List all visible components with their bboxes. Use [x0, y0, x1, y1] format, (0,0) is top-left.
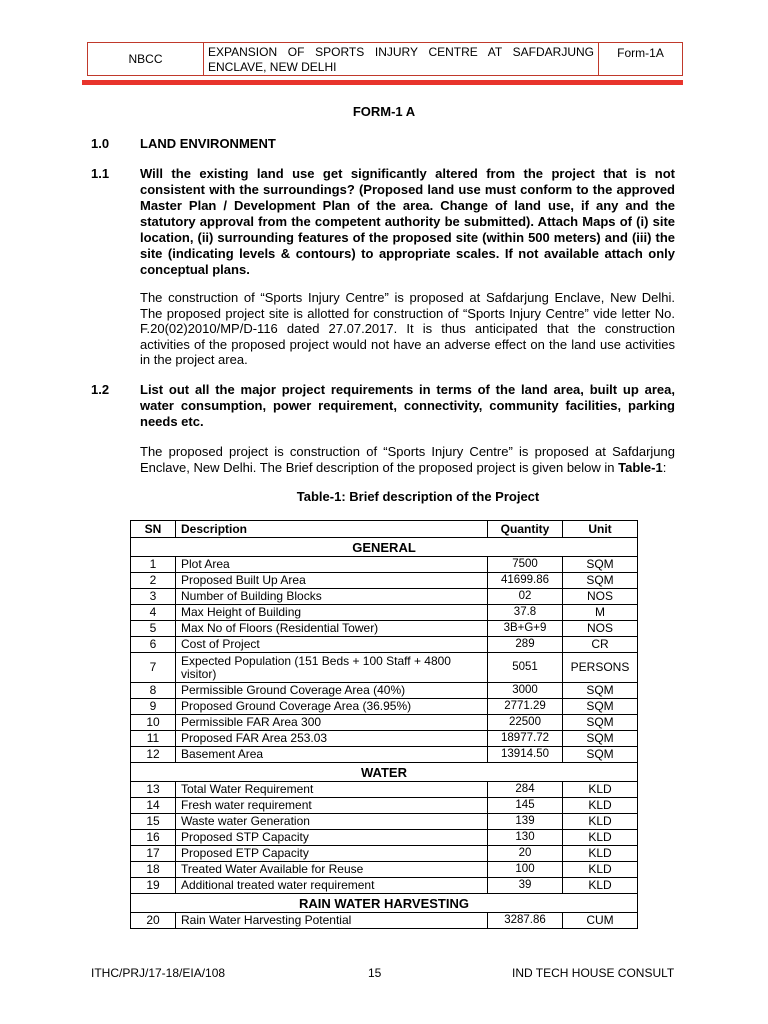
cell-description: Total Water Requirement [176, 782, 488, 798]
cell-unit: SQM [563, 747, 638, 763]
cell-unit: KLD [563, 830, 638, 846]
cell-sn: 16 [131, 830, 176, 846]
cell-unit: KLD [563, 782, 638, 798]
footer-doc-ref: ITHC/PRJ/17-18/EIA/108 [91, 966, 226, 980]
table-row [131, 814, 638, 830]
cell-quantity: 3B+G+9 [488, 621, 563, 637]
cell-description: Waste water Generation [176, 814, 488, 830]
cell-sn: 4 [131, 605, 176, 621]
q1-answer: The construction of “Sports Injury Centre” is proposed at Safdarjung Enclave, New Delhi. The proposed project site is allotted for construction of “Sports Injury Centre” vide letter No. F.20(02)2010/MP/D-116 dated 27.07.2017. It is thus anticipated that the construction activities of the proposed project would not have an adverse effect on the land use activities in the project area. [140, 290, 675, 367]
cell-unit: CUM [563, 913, 638, 929]
cell-description: Max No of Floors (Residential Tower) [176, 621, 488, 637]
cell-description: Max Height of Building [176, 605, 488, 621]
table-row [131, 683, 638, 699]
cell-sn: 1 [131, 557, 176, 573]
table-group-label: GENERAL [131, 538, 638, 557]
cell-sn: 7 [131, 653, 176, 683]
table-row [131, 913, 638, 929]
cell-quantity: 5051 [488, 653, 563, 683]
header-sn: SN [131, 521, 176, 538]
cell-quantity: 20 [488, 846, 563, 862]
table-row [131, 621, 638, 637]
table-row [131, 573, 638, 589]
cell-unit: SQM [563, 731, 638, 747]
cell-description: Plot Area [176, 557, 488, 573]
cell-quantity: 284 [488, 782, 563, 798]
header-description: Description [176, 521, 488, 538]
q2-answer-table-ref: Table-1 [618, 459, 663, 475]
cell-description: Treated Water Available for Reuse [176, 862, 488, 878]
footer-page-number: 15 [368, 966, 382, 980]
cell-sn: 15 [131, 814, 176, 830]
table-row [131, 798, 638, 814]
cell-sn: 5 [131, 621, 176, 637]
cell-quantity: 18977.72 [488, 731, 563, 747]
cell-sn: 14 [131, 798, 176, 814]
cell-sn: 8 [131, 683, 176, 699]
q2-answer-text: The proposed project is construction of “Sports Injury Centre” is proposed at Safdarjung Enclave, New Delhi. The Brief description of the proposed project is given below in [140, 444, 675, 475]
q2-answer-colon: : [662, 459, 667, 475]
q2-question: List out all the major project requirements in terms of the land area, built up area, water consumption, power requirement, connectivity, community facilities, parking needs etc. [140, 382, 675, 429]
cell-quantity: 39 [488, 878, 563, 894]
cell-description: Proposed ETP Capacity [176, 846, 488, 862]
cell-unit: NOS [563, 589, 638, 605]
header-unit: Unit [563, 521, 638, 538]
cell-unit: KLD [563, 798, 638, 814]
project-description-table [130, 520, 638, 929]
cell-quantity: 3287.86 [488, 913, 563, 929]
header-accent-bar [82, 80, 683, 85]
cell-description: Permissible Ground Coverage Area (40%) [176, 683, 488, 699]
cell-description: Number of Building Blocks [176, 589, 488, 605]
table-row [131, 731, 638, 747]
cell-unit: PERSONS [563, 653, 638, 683]
table-row [131, 747, 638, 763]
table-row [131, 878, 638, 894]
cell-unit: SQM [563, 557, 638, 573]
cell-sn: 18 [131, 862, 176, 878]
section-number: 1.0 [91, 136, 110, 151]
header-quantity: Quantity [488, 521, 563, 538]
cell-quantity: 145 [488, 798, 563, 814]
cell-unit: SQM [563, 715, 638, 731]
cell-description: Proposed FAR Area 253.03 [176, 731, 488, 747]
cell-description: Expected Population (151 Beds + 100 Staff + 4800 visitor) [176, 653, 488, 683]
cell-sn: 2 [131, 573, 176, 589]
q1-number: 1.1 [91, 166, 110, 181]
cell-unit: KLD [563, 878, 638, 894]
cell-sn: 19 [131, 878, 176, 894]
table-row [131, 653, 638, 683]
cell-unit: KLD [563, 862, 638, 878]
q2-answer [140, 444, 675, 475]
table-header-row [131, 521, 638, 538]
cell-quantity: 37.8 [488, 605, 563, 621]
cell-sn: 3 [131, 589, 176, 605]
cell-description: Additional treated water requirement [176, 878, 488, 894]
cell-unit: CR [563, 637, 638, 653]
cell-description: Fresh water requirement [176, 798, 488, 814]
table-group-label: WATER [131, 763, 638, 782]
q2-number: 1.2 [91, 382, 110, 397]
cell-unit: SQM [563, 573, 638, 589]
cell-description: Basement Area [176, 747, 488, 763]
cell-sn: 11 [131, 731, 176, 747]
cell-description: Permissible FAR Area 300 [176, 715, 488, 731]
document-header [87, 42, 683, 76]
q1-question: Will the existing land use get significantly altered from the project that is not consistent with the surroundings? (Proposed land use must conform to the approved Master Plan / Development Plan of the area. Change of land use, if any and the statutory approval from the competent authority be submitted). Attach Maps of (i) site location, (ii) surrounding features of the proposed site (within 500 meters) and (iii) the site (indicating levels & contours) to appropriate scales. If not available attach only conceptual plans. [140, 166, 675, 277]
cell-sn: 6 [131, 637, 176, 653]
header-form-label: Form-1A [617, 46, 664, 60]
table-row [131, 699, 638, 715]
cell-description: Cost of Project [176, 637, 488, 653]
table-row [131, 830, 638, 846]
cell-unit: SQM [563, 699, 638, 715]
cell-sn: 17 [131, 846, 176, 862]
cell-description: Proposed Built Up Area [176, 573, 488, 589]
table-row [131, 589, 638, 605]
cell-quantity: 100 [488, 862, 563, 878]
cell-unit: M [563, 605, 638, 621]
cell-quantity: 41699.86 [488, 573, 563, 589]
table-row [131, 637, 638, 653]
cell-quantity: 13914.50 [488, 747, 563, 763]
cell-unit: NOS [563, 621, 638, 637]
table-group-row [131, 538, 638, 557]
form-title: FORM-1 A [352, 104, 416, 119]
cell-description: Rain Water Harvesting Potential [176, 913, 488, 929]
table-row [131, 846, 638, 862]
cell-sn: 20 [131, 913, 176, 929]
cell-quantity: 289 [488, 637, 563, 653]
table-row [131, 605, 638, 621]
cell-quantity: 2771.29 [488, 699, 563, 715]
cell-sn: 10 [131, 715, 176, 731]
cell-sn: 9 [131, 699, 176, 715]
cell-sn: 12 [131, 747, 176, 763]
cell-unit: KLD [563, 814, 638, 830]
table-row [131, 557, 638, 573]
table-group-row [131, 894, 638, 913]
cell-quantity: 7500 [488, 557, 563, 573]
cell-quantity: 3000 [488, 683, 563, 699]
header-org: NBCC [88, 43, 204, 75]
cell-quantity: 139 [488, 814, 563, 830]
cell-quantity: 130 [488, 830, 563, 846]
footer-company: IND TECH HOUSE CONSULT [512, 966, 675, 980]
cell-unit: KLD [563, 846, 638, 862]
cell-description: Proposed Ground Coverage Area (36.95%) [176, 699, 488, 715]
section-title: LAND ENVIRONMENT [140, 136, 276, 151]
table-row [131, 715, 638, 731]
table-row [131, 782, 638, 798]
cell-quantity: 02 [488, 589, 563, 605]
header-project-title: EXPANSION OF SPORTS INJURY CENTRE AT SAFDARJUNG ENCLAVE, NEW DELHI [204, 43, 599, 75]
table-body [131, 538, 638, 929]
table-title: Table-1: Brief description of the Project [296, 489, 540, 504]
cell-quantity: 22500 [488, 715, 563, 731]
cell-unit: SQM [563, 683, 638, 699]
cell-description: Proposed STP Capacity [176, 830, 488, 846]
table-group-row [131, 763, 638, 782]
table-row [131, 862, 638, 878]
cell-sn: 13 [131, 782, 176, 798]
table-group-label: RAIN WATER HARVESTING [131, 894, 638, 913]
